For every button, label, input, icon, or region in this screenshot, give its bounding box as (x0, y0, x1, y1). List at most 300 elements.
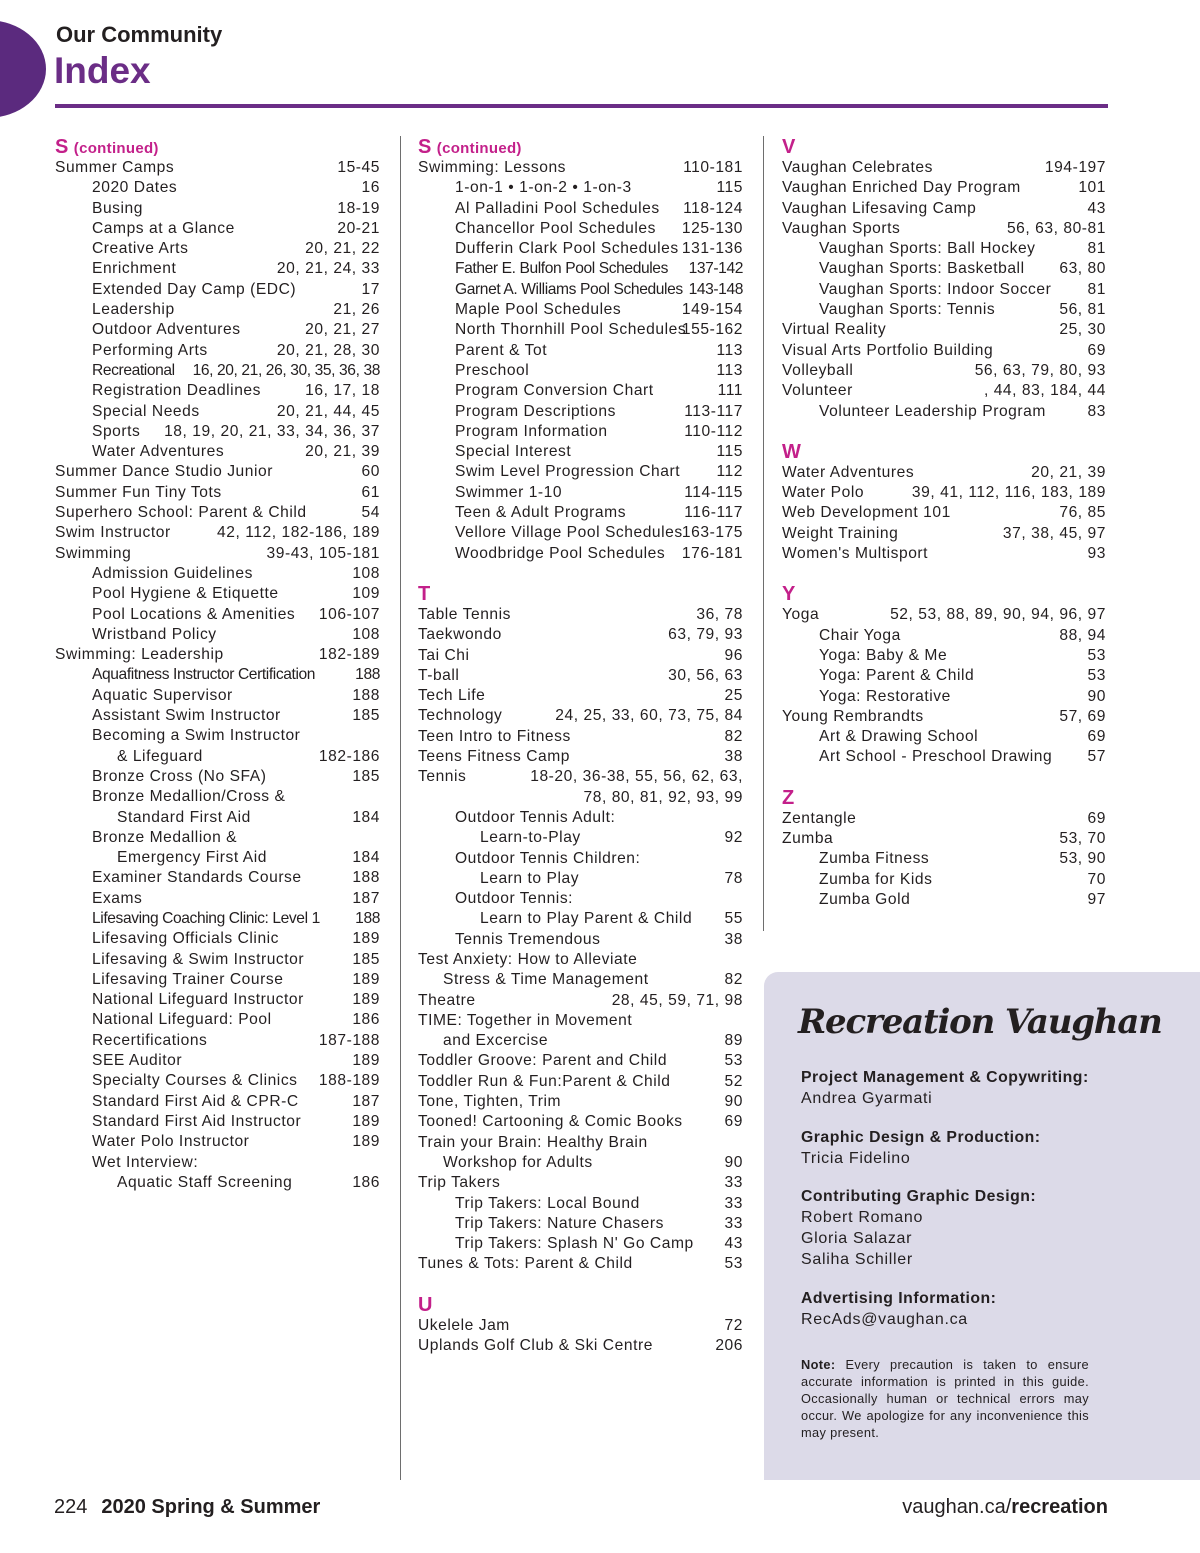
entry-topic: Bronze Medallion & (92, 828, 238, 846)
index-entry (418, 991, 743, 1011)
section-letter: S (418, 136, 432, 158)
section-heading (782, 441, 1106, 463)
entry-pages: 56, 81 (1059, 301, 1106, 319)
edition-title: 2020 Spring & Summer (101, 1496, 321, 1518)
entry-topic: Water Polo Instructor (92, 1133, 250, 1151)
entry-pages: 53, 70 (1059, 830, 1106, 848)
index-entry (782, 727, 1106, 747)
entry-pages: 24, 25, 33, 60, 73, 75, 84 (555, 707, 743, 725)
section-letter: Y (782, 583, 796, 606)
entry-pages: 56, 63, 80-81 (1006, 219, 1106, 237)
entry-pages: 149-154 (681, 301, 743, 319)
section-letter: V (782, 136, 796, 158)
entry-topic: Woodbridge Pool Schedules (455, 544, 666, 562)
index-entry (418, 503, 743, 523)
entry-topic: Water Adventures (92, 443, 225, 461)
entry-topic: Vaughan Enriched Day Program (782, 179, 1021, 197)
index-entry (55, 1112, 380, 1132)
index-entry (55, 645, 380, 665)
entry-pages: 54 (361, 504, 380, 522)
index-entry (418, 1316, 743, 1336)
entry-pages: 113 (716, 361, 743, 379)
footer-url[interactable] (902, 1496, 1108, 1519)
credit-group (801, 1187, 1141, 1270)
entry-topic: Pool Locations & Amenities (92, 605, 296, 623)
index-entry (418, 869, 743, 889)
entry-pages: 25, 30 (1059, 321, 1106, 339)
index-entry (418, 422, 743, 442)
entry-topic: Vaughan Sports: Tennis (819, 301, 996, 319)
index-entry (782, 890, 1106, 910)
entry-topic: and Excercise (443, 1032, 549, 1050)
index-entry (418, 1214, 743, 1234)
entry-topic: Outdoor Adventures (92, 321, 241, 339)
entry-pages: 118-124 (683, 199, 743, 217)
credit-name: Robert Romano (801, 1209, 924, 1226)
index-entry (782, 483, 1106, 503)
entry-topic: 2020 Dates (92, 179, 178, 197)
credit-heading: Contributing Graphic Design: (801, 1188, 1037, 1205)
index-entry (782, 300, 1106, 320)
section-letter: W (782, 440, 802, 463)
entry-topic: Zentangle (782, 809, 857, 827)
index-entry (55, 970, 380, 990)
column-divider (763, 136, 764, 931)
entry-pages: 184 (352, 849, 380, 867)
entry-topic: Tooned! Cartooning & Comic Books (418, 1113, 683, 1131)
entry-topic: TIME: Together in Movement (418, 1011, 633, 1029)
entry-topic: Summer Camps (55, 159, 175, 176)
entry-pages: 33 (724, 1194, 743, 1212)
entry-pages: 28, 45, 59, 71, 98 (611, 991, 743, 1009)
index-entry (55, 848, 380, 868)
index-entry (418, 402, 743, 422)
entry-pages: 43 (724, 1235, 743, 1253)
index-entry (418, 462, 743, 482)
entry-topic: 1-on-1 • 1-on-2 • 1-on-3 (455, 179, 632, 197)
entry-topic: Vaughan Sports: Ball Hockey (819, 240, 1036, 258)
entry-topic: Trip Takers (418, 1174, 501, 1192)
note-label: Note: (801, 1357, 836, 1372)
index-entry (55, 422, 380, 442)
index-entry (55, 767, 380, 787)
entry-pages: 113 (716, 341, 743, 359)
entry-pages: , 44, 83, 184, 44 (983, 382, 1106, 400)
index-entry (418, 747, 743, 767)
column-divider (400, 136, 401, 1480)
entry-topic: Special Needs (92, 402, 200, 420)
section-heading (782, 136, 1106, 158)
index-entry (55, 787, 380, 807)
entry-topic: Wet Interview: (92, 1153, 199, 1171)
index-entry (782, 219, 1106, 239)
entry-pages: 108 (352, 625, 380, 643)
entry-topic: Lifesaving Officials Clinic (92, 930, 280, 948)
url-prefix: vaughan.ca/ (902, 1496, 1012, 1518)
section-gap (782, 564, 1106, 583)
entry-topic: Dufferin Clark Pool Schedules (455, 240, 679, 258)
index-entry (418, 930, 743, 950)
index-entry (418, 1254, 743, 1274)
entry-topic: Learn to Play Parent & Child (480, 910, 693, 928)
page-kicker: Our Community (56, 22, 223, 47)
index-entry (782, 544, 1106, 564)
entry-topic: Bronze Cross (No SFA) (92, 767, 267, 785)
entry-pages: 110-112 (684, 422, 743, 440)
entry-topic: Learn-to-Play (480, 829, 581, 847)
entry-topic: Toddler Groove: Parent and Child (418, 1052, 668, 1070)
url-path: recreation (1011, 1496, 1108, 1518)
entry-pages: 15-45 (337, 159, 380, 176)
entry-pages: 53 (724, 1255, 743, 1273)
entry-pages: 189 (352, 930, 380, 948)
entry-topic: Table Tennis (418, 605, 512, 623)
index-entry (55, 564, 380, 584)
credit-group (801, 1289, 1141, 1330)
entry-pages: 112 (716, 463, 743, 481)
entry-pages: 25 (724, 687, 743, 705)
credit-name: Saliha Schiller (801, 1251, 913, 1268)
entry-topic: Specialty Courses & Clinics (92, 1072, 298, 1090)
index-entry (55, 868, 380, 888)
entry-pages: 36, 78 (696, 605, 743, 623)
index-entry (55, 544, 380, 564)
entry-topic: Zumba Fitness (819, 850, 930, 868)
entry-pages: 82 (724, 727, 743, 745)
entry-topic: Preschool (455, 361, 530, 379)
entry-topic: Aquatic Supervisor (92, 686, 233, 704)
index-entry (782, 605, 1106, 625)
entry-pages: 186 (352, 1011, 380, 1029)
entry-topic: Aquafitness Instructor Certification (92, 666, 316, 684)
entry-pages: 155-162 (681, 321, 743, 339)
entry-pages: 186 (352, 1173, 380, 1191)
index-entry (782, 158, 1106, 178)
index-entry (418, 1153, 743, 1173)
entry-pages: 69 (1087, 809, 1106, 827)
entry-pages: 17 (361, 280, 380, 298)
credit-name: Andrea Gyarmati (801, 1090, 933, 1107)
footer-left (54, 1496, 320, 1519)
entry-pages: 110-181 (683, 159, 743, 176)
entry-topic: Leadership (92, 301, 175, 319)
entry-pages: 113-117 (684, 402, 743, 420)
index-entry (55, 686, 380, 706)
index-entry (418, 1133, 743, 1153)
entry-topic: Web Development 101 (782, 504, 951, 522)
section-letter: S (55, 136, 69, 158)
index-entry (418, 442, 743, 462)
entry-topic: Test Anxiety: How to Alleviate (418, 950, 638, 968)
credit-heading: Graphic Design & Production: (801, 1129, 1041, 1146)
entry-pages: 185 (352, 950, 380, 968)
section-heading (782, 583, 1106, 605)
entry-topic: Lifesaving & Swim Instructor (92, 950, 305, 968)
entry-topic: Standard First Aid Instructor (92, 1112, 302, 1130)
entry-pages: 81 (1087, 280, 1106, 298)
index-entry (418, 199, 743, 219)
index-entry (55, 625, 380, 645)
entry-pages: 20, 21, 39 (305, 443, 380, 461)
entry-pages: 194-197 (1044, 159, 1106, 176)
entry-topic: Parent & Tot (455, 341, 548, 359)
index-entry (418, 1173, 743, 1193)
entry-pages: 70 (1087, 870, 1106, 888)
entry-pages: 63, 79, 93 (668, 626, 743, 644)
entry-topic: Busing (92, 199, 143, 217)
index-entry (418, 849, 743, 869)
entry-topic: Superhero School: Parent & Child (55, 504, 307, 522)
entry-topic: Taekwondo (418, 626, 502, 644)
entry-pages: 78, 80, 81, 92, 93, 99 (583, 788, 743, 806)
index-entry (782, 259, 1106, 279)
entry-pages: 55 (724, 910, 743, 928)
index-entry (782, 503, 1106, 523)
index-entry (55, 199, 380, 219)
index-entry (55, 219, 380, 239)
index-entry (55, 828, 380, 848)
entry-topic: Aquatic Staff Screening (117, 1173, 293, 1191)
index-entry (418, 239, 743, 259)
recreation-vaughan-logo: Recreation Vaughan (798, 1002, 1162, 1042)
entry-pages: 72 (724, 1316, 743, 1334)
entry-pages: 20, 21, 28, 30 (276, 341, 380, 359)
entry-topic: Swim Level Progression Chart (455, 463, 681, 481)
entry-pages: 38 (724, 930, 743, 948)
entry-pages: 116-117 (684, 504, 743, 522)
entry-topic: Visual Arts Portfolio Building (782, 341, 994, 359)
entry-pages: 53 (1087, 646, 1106, 664)
index-entry (55, 929, 380, 949)
entry-pages: 18, 19, 20, 21, 33, 34, 36, 37 (164, 422, 380, 440)
entry-pages: 188 (355, 909, 380, 927)
entry-topic: Volunteer Leadership Program (819, 402, 1046, 420)
section-continued: (continued) (436, 140, 522, 157)
entry-topic: Emergency First Aid (117, 849, 267, 867)
entry-pages: 69 (1087, 341, 1106, 359)
entry-pages: 90 (724, 1153, 743, 1171)
note-text: Every precaution is taken to ensure accurate information is printed in this guide. Occasionally human or technical errors may occur. We apologize for any inconvenience this may present. (801, 1357, 1089, 1440)
entry-pages: 39, 41, 112, 116, 183, 189 (911, 484, 1106, 502)
index-entry (782, 178, 1106, 198)
entry-topic: Teen Intro to Fitness (418, 727, 571, 745)
entry-topic: Performing Arts (92, 341, 208, 359)
entry-topic: Wristband Policy (92, 625, 217, 643)
entry-topic: SEE Auditor (92, 1052, 183, 1070)
entry-pages: 43 (1087, 199, 1106, 217)
index-entry (782, 463, 1106, 483)
entry-pages: 20, 21, 39 (1031, 463, 1106, 481)
section-heading (418, 1294, 743, 1316)
entry-pages: 18-19 (337, 199, 380, 217)
entry-pages: 60 (361, 463, 380, 481)
index-entry (782, 829, 1106, 849)
index-entry (418, 686, 743, 706)
entry-pages: 206 (715, 1337, 743, 1355)
section-heading (418, 583, 743, 605)
index-entry (55, 1071, 380, 1091)
index-entry (418, 158, 743, 178)
entry-topic: Summer Dance Studio Junior (55, 463, 273, 481)
entry-topic: Uplands Golf Club & Ski Centre (418, 1337, 653, 1355)
entry-pages: 188 (352, 869, 380, 887)
index-entry (782, 707, 1106, 727)
section-continued: (continued) (73, 140, 159, 157)
advertising-email[interactable]: RecAds@vaughan.ca (801, 1311, 968, 1328)
index-entry (782, 381, 1106, 401)
entry-topic: Zumba Gold (819, 890, 911, 908)
index-entry (418, 381, 743, 401)
index-entry (782, 626, 1106, 646)
entry-topic: Bronze Medallion/Cross & (92, 788, 286, 806)
entry-pages: 20, 21, 24, 33 (276, 260, 380, 278)
entry-pages: 20, 21, 22 (305, 240, 380, 258)
entry-topic: Chair Yoga (819, 626, 901, 644)
entry-topic: Workshop for Adults (443, 1153, 593, 1171)
entry-topic: Outdoor Tennis Children: (455, 849, 641, 867)
index-entry (55, 178, 380, 198)
entry-topic: Theatre (418, 991, 476, 1009)
entry-pages: 39-43, 105-181 (266, 544, 380, 562)
entry-topic: Vaughan Sports: Basketball (819, 260, 1025, 278)
index-entry (782, 280, 1106, 300)
entry-topic: Swimmer 1-10 (455, 483, 563, 501)
entry-pages: 131-136 (681, 240, 743, 258)
entry-topic: Outdoor Tennis Adult: (455, 808, 616, 826)
index-entry (55, 1051, 380, 1071)
index-entry (418, 341, 743, 361)
index-entry (418, 1336, 743, 1356)
entry-topic: Assistant Swim Instructor (92, 707, 281, 725)
entry-topic: Stress & Time Management (443, 971, 649, 989)
section-gap (782, 768, 1106, 787)
entry-topic: Tone, Tighten, Trim (418, 1093, 562, 1111)
entry-pages: 185 (352, 707, 380, 725)
index-entry (55, 259, 380, 279)
index-entry (55, 523, 380, 543)
index-entry (55, 889, 380, 909)
entry-topic: Young Rembrandts (782, 707, 924, 725)
index-column-1 (55, 136, 380, 1193)
section-heading (55, 136, 380, 158)
entry-topic: Registration Deadlines (92, 382, 261, 400)
entry-pages: 189 (352, 1133, 380, 1151)
entry-topic: Examiner Standards Course (92, 869, 302, 887)
entry-pages: 143-148 (688, 280, 743, 298)
index-entry (782, 341, 1106, 361)
entry-pages: 53 (724, 1052, 743, 1070)
entry-pages: 182-189 (318, 646, 380, 664)
entry-pages: 61 (361, 483, 380, 501)
index-entry (55, 909, 380, 929)
entry-pages: 101 (1078, 179, 1106, 197)
entry-pages: 18-20, 36-38, 55, 56, 62, 63, (530, 768, 743, 786)
entry-pages: 56, 63, 79, 80, 93 (974, 361, 1106, 379)
index-entry (418, 889, 743, 909)
index-entry (782, 747, 1106, 767)
entry-pages: 187 (352, 889, 380, 907)
entry-topic: Chancellor Pool Schedules (455, 219, 656, 237)
index-entry (55, 584, 380, 604)
index-entry (782, 239, 1106, 259)
index-entry (418, 1051, 743, 1071)
entry-topic: Zumba (782, 830, 834, 848)
index-entry (782, 666, 1106, 686)
entry-topic: Garnet A. Williams Pool Schedules (455, 280, 683, 298)
entry-topic: Admission Guidelines (92, 564, 253, 582)
index-entry (418, 727, 743, 747)
credit-name: Tricia Fidelino (801, 1150, 911, 1167)
entry-pages: 21, 26 (333, 301, 380, 319)
entry-topic: Creative Arts (92, 240, 189, 258)
entry-topic: Volleyball (782, 361, 854, 379)
index-entry (55, 808, 380, 828)
index-entry (55, 381, 380, 401)
entry-topic: Swim Instructor (55, 524, 171, 542)
entry-topic: Lifesaving Coaching Clinic: Level 1 (92, 909, 320, 927)
entry-topic: Pool Hygiene & Etiquette (92, 585, 279, 603)
entry-pages: 53 (1087, 667, 1106, 685)
entry-pages: 108 (352, 564, 380, 582)
entry-topic: Yoga: Parent & Child (819, 667, 975, 685)
entry-topic: Women's Multisport (782, 545, 929, 563)
index-entry (418, 1112, 743, 1132)
index-entry (418, 1011, 743, 1031)
index-entry (418, 259, 743, 279)
entry-pages: 42, 112, 182-186, 189 (217, 524, 380, 542)
entry-topic: Vaughan Sports: Indoor Soccer (819, 280, 1052, 298)
index-entry (55, 402, 380, 422)
index-entry (55, 1031, 380, 1051)
entry-topic: Summer Fun Tiny Tots (55, 483, 222, 501)
index-entry (55, 1010, 380, 1030)
index-entry (418, 523, 743, 543)
entry-pages: 20, 21, 44, 45 (276, 402, 380, 420)
entry-topic: Tennis Tremendous (455, 930, 601, 948)
entry-topic: Sports (92, 422, 141, 440)
entry-topic: Yoga: Restorative (819, 687, 951, 705)
entry-topic: Teen & Adult Programs (455, 504, 627, 522)
index-entry (418, 666, 743, 686)
entry-topic: Father E. Bulfon Pool Schedules (455, 260, 668, 278)
index-entry (782, 809, 1106, 829)
entry-pages: 20, 21, 27 (305, 321, 380, 339)
entry-topic: Ukelele Jam (418, 1316, 510, 1334)
index-entry (782, 361, 1106, 381)
entry-topic: Yoga (782, 606, 820, 624)
index-entry (782, 849, 1106, 869)
index-entry (418, 828, 743, 848)
entry-topic: Tai Chi (418, 646, 470, 664)
entry-topic: Train your Brain: Healthy Brain (418, 1133, 648, 1151)
entry-pages: 187-188 (318, 1031, 380, 1049)
index-entry (418, 300, 743, 320)
entry-topic: Standard First Aid & CPR-C (92, 1092, 299, 1110)
entry-topic: Lifesaving Trainer Course (92, 970, 284, 988)
index-entry (418, 767, 743, 787)
index-entry (782, 646, 1106, 666)
index-entry (55, 950, 380, 970)
entry-pages: 16, 20, 21, 26, 30, 35, 36, 38 (192, 361, 380, 379)
credit-group (801, 1068, 1141, 1109)
index-entry (55, 503, 380, 523)
entry-pages: 163-175 (681, 524, 743, 542)
index-entry (782, 320, 1106, 340)
credit-name: Gloria Salazar (801, 1230, 913, 1247)
index-entry (55, 665, 380, 685)
entry-pages: 106-107 (318, 605, 380, 623)
section-heading (782, 787, 1106, 809)
